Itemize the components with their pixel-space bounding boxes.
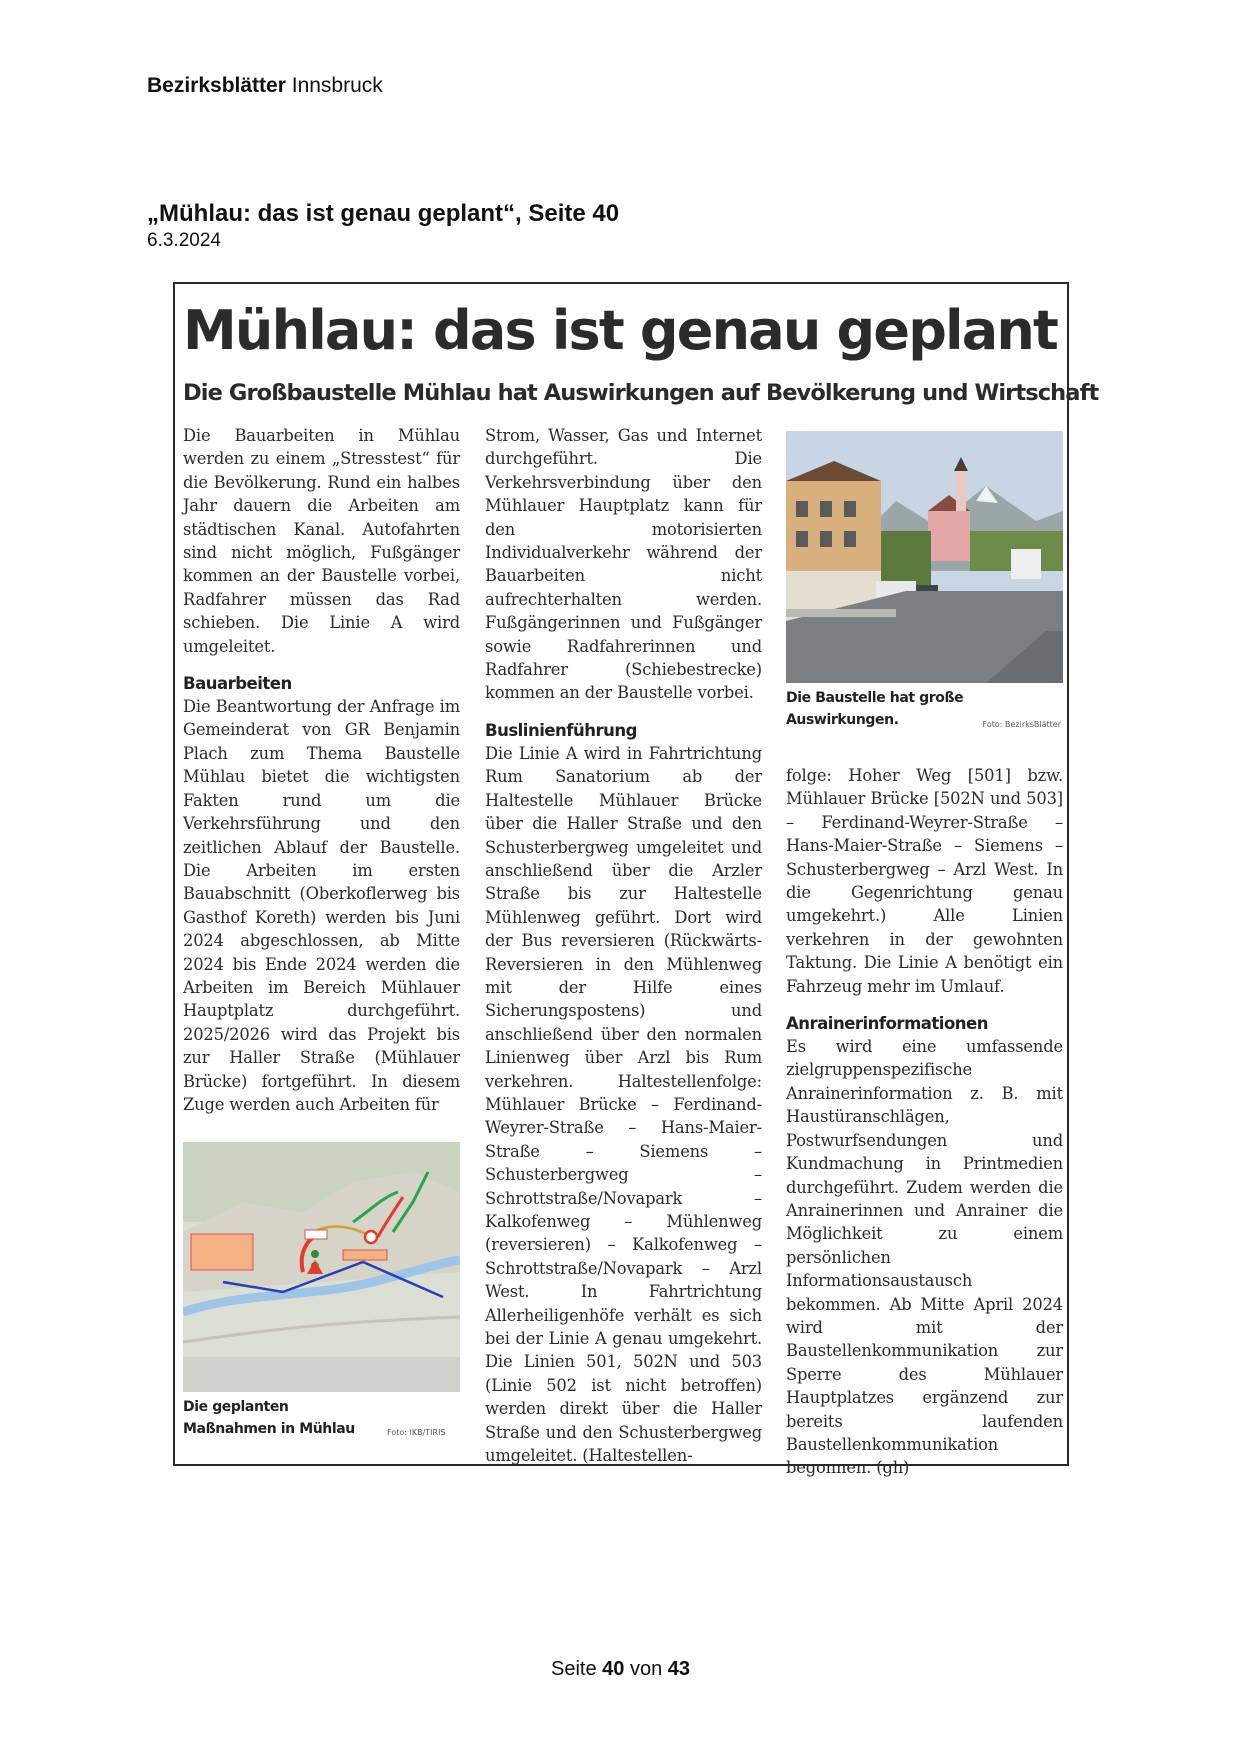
article-column-3 <box>786 764 1063 1480</box>
col2-body: Die Linie A wird in Fahrtrichtung Rum Sanatorium ab der Haltestelle Mühlauer Brücke über die Haller Straße und den Schusterbergweg umgeleitet und anschließend über die Arzler Straße bis zur Haltestelle Mühlenweg geführt. Dort wird der Bus reversieren (Rückwärts-Reversieren in den Mühlenweg mit der Hilfe eines Sicherungspostens) und anschließend über den normalen Linienweg über Arzl bis Rum verkehren. Haltestellenfolge: Mühlauer Brücke – Ferdinand-Weyrer-Straße – Hans-Maier-Straße – Siemens – Schusterbergweg – Schrottstraße/Novapark – Kalkofenweg – Mühlenweg (reversieren) – Kalkofenweg – Schrottstraße/Novapark – Arzl West. In Fahrtrichtung Allerheiligenhöfe verhält es sich bei der Linie A genau umgekehrt. Die Linien 501, 502N und 503 (Linie 502 ist nicht betroffen) werden direkt über die Haller Straße und den Schusterbergweg umgeleitet. (Haltestellen- <box>485 743 762 1466</box>
article-column-1 <box>183 424 460 1116</box>
publication-region: Innsbruck <box>291 74 383 97</box>
col1-body: Die Beantwortung der Anfrage im Gemeinderat von GR Benjamin Plach zum Thema Baustelle Mühlau bietet die wichtigsten Fakten rund um die Verkehrsführung und den zeitlichen Ablauf der Baustelle. Die Arbeiten im ersten Bauabschnitt (Oberkoflerweg bis Gasthof Koreth) werden bis Juni 2024 abgeschlossen, ab Mitte 2024 bis Ende 2024 werden die Arbeiten im Bereich Mühlauer Hauptplatz durchgeführt. 2025/2026 wird das Projekt bis zur Haller Straße (Mühlauer Brücke) fortgeführt. In diesem Zuge werden auch Arbeiten für <box>183 697 460 1114</box>
col2-intro: Strom, Wasser, Gas und Internet durchgeführt. Die Verkehrsverbindung über den Mühlauer Hauptplatz kann für den motorisierten Individualverkehr während der Bauarbeiten nicht aufrechterhalten werden. Fußgängerinnen und Fußgänger sowie Radfahrerinnen und Radfahrer (Schiebestrecke) kommen an der Baustelle vorbei. <box>485 426 762 703</box>
col3-heading: Anrainerinformationen <box>786 1014 988 1034</box>
document-date: 6.3.2024 <box>147 230 221 251</box>
street-scene-illustration <box>786 431 1063 683</box>
col3-intro: folge: Hoher Weg [501] bzw. Mühlauer Brücke [502N und 503] – Ferdinand-Weyrer-Straße – Hans-Maier-Straße – Siemens – Schusterbergweg – Arzl West. In die Gegenrichtung genau umgekehrt.) Alle Linien verkehren in der gewohnten Taktung. Die Linie A benötigt ein Fahrzeug mehr im Umlauf. <box>786 766 1063 996</box>
map-illustration <box>183 1142 460 1392</box>
construction-site-photo <box>786 431 1063 683</box>
map-caption: Die geplanten Maßnahmen in Mühlau <box>183 1399 355 1437</box>
col1-heading: Bauarbeiten <box>183 674 292 694</box>
total-pages: 43 <box>667 1658 691 1680</box>
construction-map <box>183 1142 460 1392</box>
photo-caption: Die Baustelle hat große Auswirkungen. <box>786 690 964 728</box>
article-subheadline: Die Großbaustelle Mühlau hat Auswirkungen auf Bevölkerung und Wirtschaft <box>183 380 1099 406</box>
photo-credit: Foto: BezirksBlätter <box>982 720 1061 729</box>
publication-name: Bezirksblätter <box>147 74 286 97</box>
col1-intro: Die Bauarbeiten in Mühlau werden zu einem „Stresstest“ für die Bevölkerung. Rund ein halbes Jahr dauern die Arbeiten am städtischen Kanal. Autofahrten sind nicht möglich, Fußgänger kommen an der Baustelle vorbei, Radfahrer müssen das Rad schieben. Die Linie A wird umgeleitet. <box>183 426 460 656</box>
col3-body: Es wird eine umfassende zielgruppenspezifische Anrainerinformation z. B. mit Haustüranschlägen, Postwurfsendungen und Kundmachung in Printmedien durchgeführt. Zudem werden die Anrainerinnen und Anrainer die Möglichkeit zu einem persönlichen Informationsaustausch bekommen. Ab Mitte April 2024 wird mit der Baustellenkommunikation zur Sperre des Mühlauer Hauptplatzes ergänzend zur bereits laufenden Baustellenkommunikation begonnen. (gh) <box>786 1037 1063 1478</box>
page-footer <box>0 1658 1241 1681</box>
current-page: 40 <box>602 1658 625 1680</box>
publication-header <box>147 74 383 98</box>
map-credit: Foto: IKB/TIRIS <box>387 1428 446 1437</box>
footer-separator: von <box>629 1658 663 1680</box>
document-title: „Mühlau: das ist genau geplant“, Seite 40 <box>147 200 620 227</box>
newspaper-clipping <box>173 282 1099 1478</box>
article-headline: Mühlau: das ist genau geplant <box>183 299 1058 362</box>
col2-heading: Buslinienführung <box>485 720 637 740</box>
footer-prefix: Seite <box>550 1658 597 1680</box>
article-column-2 <box>485 424 762 1467</box>
